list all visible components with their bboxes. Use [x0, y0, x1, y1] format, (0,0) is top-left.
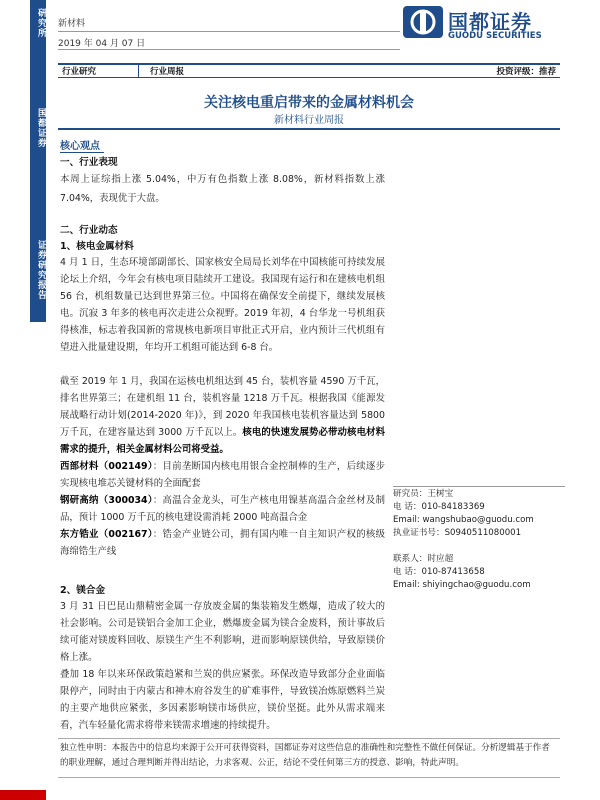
company-1-text: ：目前垄断国内核电用银合金控制棒的生产，后续逐步实现核电堆芯关键材料的全面配套 — [60, 461, 385, 489]
side-tab-research: 研究所 — [36, 8, 46, 38]
paragraph-magnesium-1: 3 月 31 日巴昆山鼎精密金属一存放废金属的集装箱发生燃爆，造成了较大的社会影响。公司是镁铝合金加工企业，燃爆废金属为镁合金废料，预计事故后续可能对镁废料回收、原镁生产生不利影响，进而影响原镁供给，导致原镁价格上涨。 — [60, 601, 385, 663]
analyst-divider — [393, 486, 565, 487]
banner-divider — [138, 63, 139, 77]
contact-name: 联系人：时应超 — [393, 554, 454, 564]
company-2-name: 钢研高纳（300034） — [60, 495, 153, 506]
contact-email[interactable]: Email: shiyingchao@guodu.com — [393, 580, 531, 590]
section-2-sub2-title: 2、镁合金 — [60, 585, 106, 596]
researcher-email[interactable]: Email: wangshubao@guodu.com — [393, 515, 534, 525]
company-3-text: ：锆金产业链公司，拥有国内唯一自主知识产权的核级海绵锆生产线 — [60, 529, 385, 557]
header-divider-1 — [58, 31, 400, 32]
report-subtype: 行业周报 — [150, 67, 185, 77]
paragraph-nuclear-1: 4 月 1 日，生态环境部副部长、国家核安全局局长刘华在中国核能可持续发展论坛上介绍，今年会有核电项目陆续开工建设。我国现有运行和在建核电机组 56 台，机组数量已达到世界第三位。中国将在确保安全前提下，继续发展核电。沉寂 3 年多的核电再次走进公众视野。2019 年初，4 台华龙一号机组获得核准，标志着我国新的常规核电新项目审批正式开启，业内预计三代机组有望进入批量建设期，年均开工机组可能达到 6-8 台。 — [60, 257, 385, 353]
footer-red-mark — [0, 790, 46, 800]
report-date: 2019 年 04 月 07 日 — [58, 39, 146, 49]
logo-mark — [403, 6, 443, 38]
disclaimer: 独立性申明：本报告中的信息均来源于公开可获得资料，国都证券对这些信息的准确性和完整性不做任何保证。分析逻辑基于作者的职业理解，通过合理判断并得出结论，力求客观、公正，结论不受任何第三方的授意、影响，特此声明。 — [58, 738, 560, 778]
investment-rating: 投资评级：推荐 — [496, 67, 556, 77]
company-3-name: 东方锆业（002167） — [60, 529, 153, 540]
logo-text: 国都证券 — [448, 10, 532, 34]
section-2-sub1-title: 1、核电金属材料 — [60, 241, 134, 252]
logo-emblem-icon — [403, 6, 443, 38]
researcher-name: 研究员：王树宝 — [393, 489, 454, 499]
report-banner — [58, 63, 560, 78]
core-view-label: 核心观点 — [60, 137, 104, 153]
header-divider-2 — [58, 49, 400, 50]
paragraph-nuclear-2-highlight: 核电的快速发展势必带动核电材料需求的提升，相关金属材料公司将受益。 — [60, 427, 385, 455]
report-category: 新材料 — [58, 19, 86, 29]
section-1-text: 本周上证综指上涨 5.04%，中万有色指数上涨 8.08%，新材料指数上涨 7.04%，表现优于大盘。 — [60, 174, 385, 204]
company-3 — [60, 526, 385, 560]
logo-subtext: GUODU SECURITIES — [448, 31, 542, 41]
researcher-phone: 电 话：010-84183369 — [393, 502, 485, 512]
paragraph-nuclear-2 — [60, 373, 385, 458]
company-1-name: 西部材料（002149） — [60, 461, 153, 472]
company-1 — [60, 458, 385, 492]
side-tab-report: 证券研究报告 — [36, 240, 46, 300]
section-2-title: 二、行业动态 — [60, 225, 118, 236]
contact-phone: 电 话：010-87413658 — [393, 567, 485, 577]
page-title: 关注核电重启带来的金属材料机会 — [204, 95, 414, 111]
paragraph-nuclear-2-text: 截至 2019 年 1 月，我国在运核电机组达到 45 台，装机容量 4590 万千瓦，排名世界第三；在建机组 11 台，装机容量 1218 万千瓦。根据我国《能源发展战略行动计划(2014-2020 年)》，到 2020 年我国核电装机容量达到 5800 万千瓦，在建容量达到 3000 万千瓦以上。 — [60, 376, 385, 438]
researcher-cert: 执业证书号：S0940511080001 — [393, 528, 522, 538]
paragraph-magnesium-2: 叠加 18 年以来环保政策趋紧和兰炭的供应紧张。环保改造导致部分企业面临限停产，同时由于内蒙古和神木府谷发生的矿难事件，导致镁冶炼原燃料兰炭的主要产地供应紧张，多因素影响镁市场供应，镁价坚挺。此外从需求端来看，汽车轻量化需求将带来镁需求增速的持续提升。 — [60, 669, 385, 731]
analyst-spacer — [393, 540, 573, 553]
company-2 — [60, 492, 385, 526]
report-type: 行业研究 — [62, 67, 97, 77]
title-divider — [58, 128, 560, 130]
company-2-text: ：高温合金龙头，可生产核电用镍基高温合金丝材及制品，预计 1000 万千瓦的核电建设需消耗 2000 吨高温合金 — [60, 495, 385, 523]
analyst-block — [393, 488, 573, 592]
page-subtitle: 新材料行业周报 — [274, 115, 344, 126]
section-1-title: 一、行业表现 — [60, 157, 118, 168]
side-tab-brand: 国都证券 — [36, 108, 46, 148]
